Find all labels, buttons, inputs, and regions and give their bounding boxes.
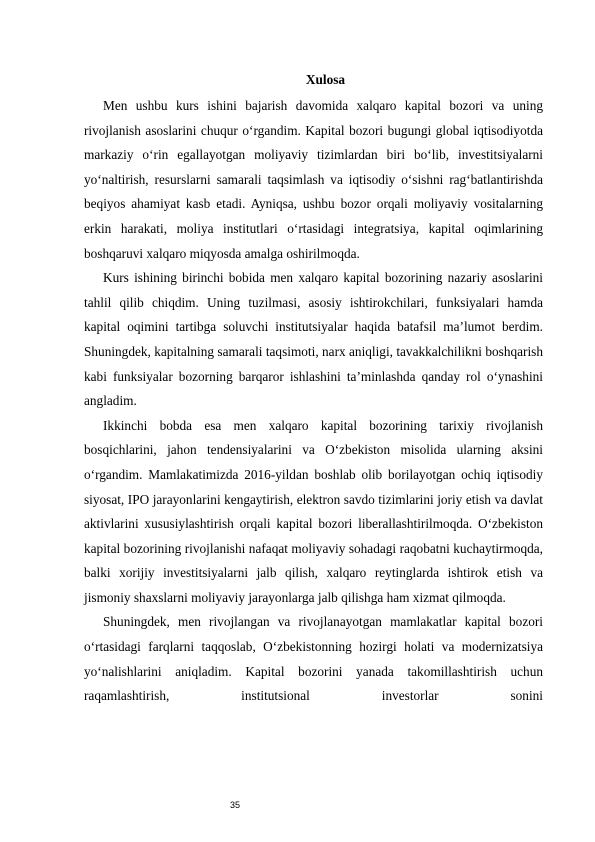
- page-number: 35: [230, 800, 241, 810]
- paragraph-4: Shuningdek, men rivojlangan va rivojlanayotgan mamlakatlar kapital bozori o‘rtasidagi farqlarni taqqoslab, O‘zbekistonning hozirgi holati va modernizatsiya yo‘nalishlarini aniqladim. Kapital bozorini yanada takomillashtirish uchun raqamlashtirish, institutsional investorlar sonini: [84, 614, 543, 704]
- paragraph-3: Ikkinchi bobda esa men xalqaro kapital bozorining tarixiy rivojlanish bosqichlarini, jahon tendensiyalarini va O‘zbekiston misolida ularning aksini o‘rgandim. Mamlakatimizda 2016-yildan boshlab olib borilayotgan ochiq iqtisodiy siyosat, IPO jarayonlarini kengaytirish, elektron savdo tizimlarini joriy etish va davlat aktivlarini xususiylashtirish orqali kapital bozori liberallashtirilmoqda. O‘zbekiston kapital bozorining rivojlanishi nafaqat moliyaviy sohadagi raqobatni kuchaytirmoqda, balki xorijiy investitsiyalarni jalb qilish, xalqaro reytinglarda ishtirok etish va jismoniy shaxslarni moliyaviy jarayonlarga jalb qilishga ham xizmat qilmoqda.: [84, 417, 543, 605]
- paragraph-2: Kurs ishining birinchi bobida men xalqaro kapital bozorining nazariy asoslarini tahlil qilib chiqdim. Uning tuzilmasi, asosiy ishtirokchilari, funksiyalari hamda kapital oqimini tartibga soluvchi institutsiyalar haqida batafsil ma’lumot berdim. Shuningdek, kapitalning samarali taqsimoti, narx aniqligi, tavakkalchilikni boshqarish kabi funksiyalar bozorning barqaror ishlashini ta’minlashda qanday rol o‘ynashini angladim.: [84, 270, 543, 409]
- paragraph-1: Men ushbu kurs ishini bajarish davomida xalqaro kapital bozori va uning rivojlanish asoslarini chuqur o‘rgandim. Kapital bozori bugungi global iqtisodiyotda markaziy o‘rin egallayotgan moliyaviy tizimlardan biri bo‘lib, investitsiyalarni yo‘naltirish, resurslarni samarali taqsimlash va iqtisodiy o‘sishni rag‘batlantirishda beqiyos ahamiyat kasb etadi. Ayniqsa, ushbu bozor orqali moliyaviy vositalarning erkin harakati, moliya institutlari o‘rtasidagi integratsiya, kapital oqimlarining boshqaruvi xalqaro miqyosda amalga oshirilmoqda.: [84, 98, 543, 261]
- section-heading: Xulosa: [305, 72, 346, 87]
- body-text: [84, 94, 543, 709]
